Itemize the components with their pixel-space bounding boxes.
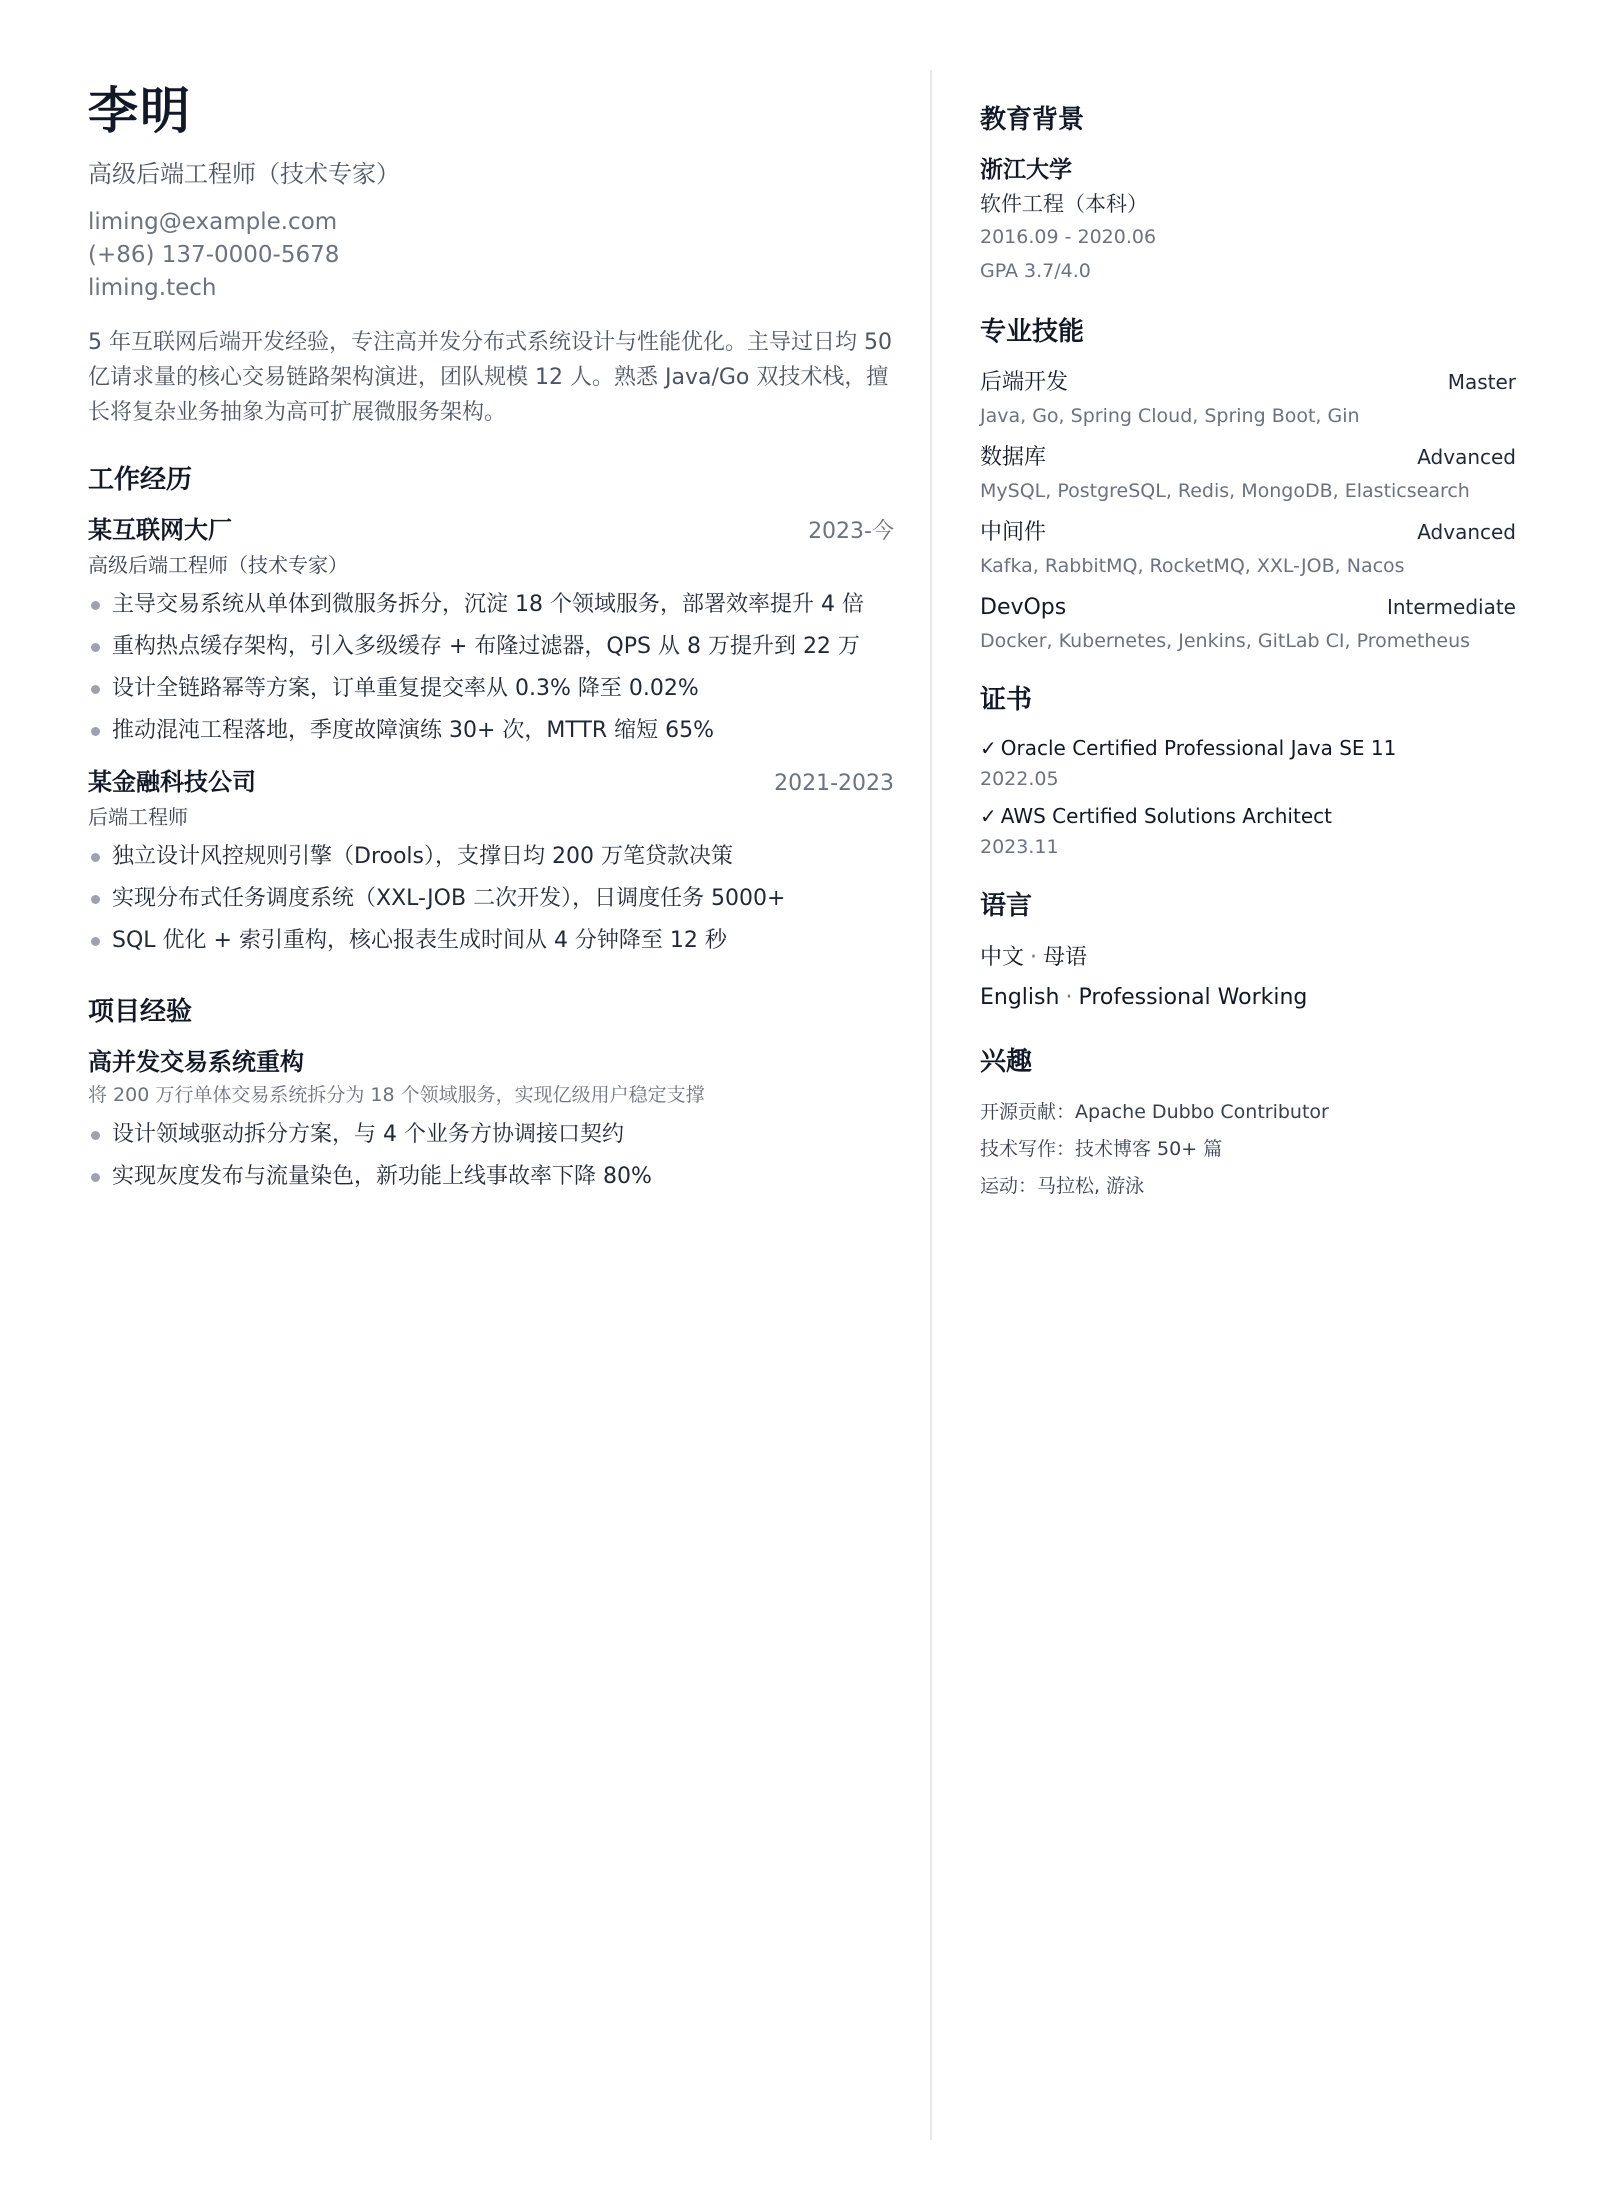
interest-entry — [980, 1094, 1516, 1131]
bullet-item — [88, 920, 894, 962]
bullet-dot-icon — [91, 1173, 100, 1182]
bullet-text: 设计全链路幂等方案，订单重复提交率从 0.3% 降至 0.02% — [112, 676, 699, 701]
education-school: 浙江大学 — [980, 157, 1072, 183]
skill-header — [980, 589, 1516, 626]
skill-name: 数据库 — [980, 445, 1047, 470]
interest-label: 技术写作： — [980, 1138, 1076, 1160]
skill-entry — [980, 589, 1516, 656]
contact-phone[interactable]: (+86) 137-0000-5678 — [88, 242, 340, 268]
skill-keywords: MySQL, PostgreSQL, Redis, MongoDB, Elasticsearch — [980, 480, 1470, 502]
certificate-date: 2023.11 — [980, 836, 1059, 858]
certificate-entry — [980, 732, 1516, 794]
project-entry — [88, 1044, 894, 1198]
summary-text: 5 年互联网后端开发经验，专注高并发分布式系统设计与性能优化。主导过日均 50 亿请求量的核心交易链路架构演进，团队规模 12 人。熟悉 Java/Go 双技术栈，擅长将复杂业务抽象为高可扩展微服务架构。 — [88, 330, 892, 425]
bullet-dot-icon — [91, 601, 100, 610]
bullet-text: 实现分布式任务调度系统（XXL-JOB 二次开发），日调度任务 5000+ — [112, 886, 786, 911]
skill-name: DevOps — [980, 595, 1067, 620]
separator-dot: · — [1030, 945, 1038, 970]
bullet-text: 实现灰度发布与流量染色，新功能上线事故率下降 80% — [112, 1164, 652, 1189]
bullet-item — [88, 626, 894, 668]
bullet-item — [88, 668, 894, 710]
education-entry — [980, 152, 1516, 288]
experience-list — [88, 512, 894, 962]
job-entry — [88, 764, 894, 962]
job-role: 高级后端工程师（技术专家） — [88, 553, 348, 577]
job-company: 某互联网大厂 — [88, 516, 232, 544]
language-level: 母语 — [1043, 945, 1088, 970]
bullet-item — [88, 584, 894, 626]
projects-list — [88, 1044, 894, 1198]
language-entry — [980, 978, 1516, 1018]
contact-info — [88, 206, 894, 305]
skill-level: Advanced — [1417, 520, 1516, 544]
education-gpa: GPA 3.7/4.0 — [980, 260, 1091, 282]
bullet-dot-icon — [91, 937, 100, 946]
skill-entry — [980, 514, 1516, 581]
skill-level: Intermediate — [1386, 595, 1516, 619]
checkmark-icon: ✓ — [980, 804, 997, 828]
skills-heading: 专业技能 — [980, 317, 1085, 347]
bullet-text: 独立设计风控规则引擎（Drools），支撑日均 200 万笔贷款决策 — [112, 844, 733, 869]
bullet-text: 重构热点缓存架构，引入多级缓存 + 布隆过滤器，QPS 从 8 万提升到 22 万 — [112, 634, 860, 659]
bullet-item — [88, 878, 894, 920]
certificates-heading: 证书 — [980, 685, 1033, 715]
experience-heading: 工作经历 — [88, 465, 193, 495]
certificate-line — [980, 732, 1516, 764]
skill-keywords: Docker, Kubernetes, Jenkins, GitLab CI, Prometheus — [980, 630, 1471, 652]
sidebar-column — [980, 70, 1516, 1205]
bullet-dot-icon — [91, 1131, 100, 1140]
education-major: 软件工程（本科） — [980, 192, 1148, 216]
skill-header — [980, 514, 1516, 551]
contact-email[interactable]: liming@example.com — [88, 209, 338, 235]
language-name: 中文 — [980, 945, 1025, 970]
education-heading: 教育背景 — [980, 105, 1085, 135]
skill-header — [980, 364, 1516, 401]
education-dates: 2016.09 - 2020.06 — [980, 226, 1157, 248]
bullet-item — [88, 836, 894, 878]
certificates-list — [980, 732, 1516, 862]
contact-website[interactable]: liming.tech — [88, 275, 217, 301]
bullet-dot-icon — [91, 643, 100, 652]
skill-header — [980, 439, 1516, 476]
bullet-item — [88, 1114, 894, 1156]
interests-list — [980, 1094, 1516, 1205]
skill-entry — [980, 439, 1516, 506]
projects-heading: 项目经验 — [88, 997, 193, 1027]
bullet-text: SQL 优化 + 索引重构，核心报表生成时间从 4 分钟降至 12 秒 — [112, 928, 727, 953]
bullet-text: 主导交易系统从单体到微服务拆分，沉淀 18 个领域服务，部署效率提升 4 倍 — [112, 592, 864, 617]
interests-heading: 兴趣 — [980, 1047, 1033, 1077]
certificate-entry — [980, 800, 1516, 862]
languages-list — [980, 938, 1516, 1018]
bullet-dot-icon — [91, 895, 100, 904]
bullet-dot-icon — [91, 727, 100, 736]
language-entry — [980, 938, 1516, 978]
job-date: 2021-2023 — [774, 771, 894, 796]
skills-list — [980, 364, 1516, 656]
interest-entry — [980, 1131, 1516, 1168]
interest-label: 运动： — [980, 1175, 1038, 1197]
job-company: 某金融科技公司 — [88, 768, 256, 796]
column-divider — [930, 70, 932, 2140]
skill-entry — [980, 364, 1516, 431]
candidate-name: 李明 — [88, 82, 192, 140]
skill-level: Advanced — [1417, 445, 1516, 469]
certificate-date: 2022.05 — [980, 768, 1059, 790]
bullet-item — [88, 710, 894, 752]
checkmark-icon: ✓ — [980, 736, 997, 760]
project-name: 高并发交易系统重构 — [88, 1048, 304, 1076]
main-column — [88, 70, 894, 1210]
skill-name: 中间件 — [980, 520, 1047, 545]
bullet-text: 设计领域驱动拆分方案，与 4 个业务方协调接口契约 — [112, 1122, 624, 1147]
project-bullets — [88, 1114, 894, 1198]
job-role: 后端工程师 — [88, 805, 188, 829]
skill-keywords: Kafka, RabbitMQ, RocketMQ, XXL-JOB, Nacos — [980, 555, 1405, 577]
bullet-item — [88, 1156, 894, 1198]
language-level: Professional Working — [1078, 985, 1308, 1010]
project-description: 将 200 万行单体交易系统拆分为 18 个领域服务，实现亿级用户稳定支撑 — [88, 1084, 705, 1106]
interest-label: 开源贡献： — [980, 1101, 1076, 1123]
interest-value: 马拉松, 游泳 — [1037, 1175, 1145, 1197]
certificate-name: Oracle Certified Professional Java SE 11 — [1000, 736, 1397, 760]
certificate-line — [980, 800, 1516, 832]
languages-heading: 语言 — [980, 891, 1033, 921]
interest-value: Apache Dubbo Contributor — [1075, 1101, 1329, 1123]
job-header — [88, 764, 894, 802]
bullet-text: 推动混沌工程落地，季度故障演练 30+ 次，MTTR 缩短 65% — [112, 718, 715, 743]
bullet-dot-icon — [91, 853, 100, 862]
language-name: English — [980, 985, 1060, 1010]
interest-value: 技术博客 50+ 篇 — [1075, 1138, 1223, 1160]
job-bullets — [88, 584, 894, 752]
separator-dot: · — [1065, 985, 1073, 1010]
bullet-dot-icon — [91, 685, 100, 694]
interest-entry — [980, 1168, 1516, 1205]
skill-keywords: Java, Go, Spring Cloud, Spring Boot, Gin — [980, 405, 1360, 427]
job-date: 2023-今 — [808, 519, 894, 544]
job-entry — [88, 512, 894, 752]
certificate-name: AWS Certified Solutions Architect — [1000, 804, 1332, 828]
candidate-title: 高级后端工程师（技术专家） — [88, 160, 400, 188]
skill-name: 后端开发 — [980, 370, 1069, 395]
job-header — [88, 512, 894, 550]
job-bullets — [88, 836, 894, 962]
skill-level: Master — [1447, 370, 1516, 394]
